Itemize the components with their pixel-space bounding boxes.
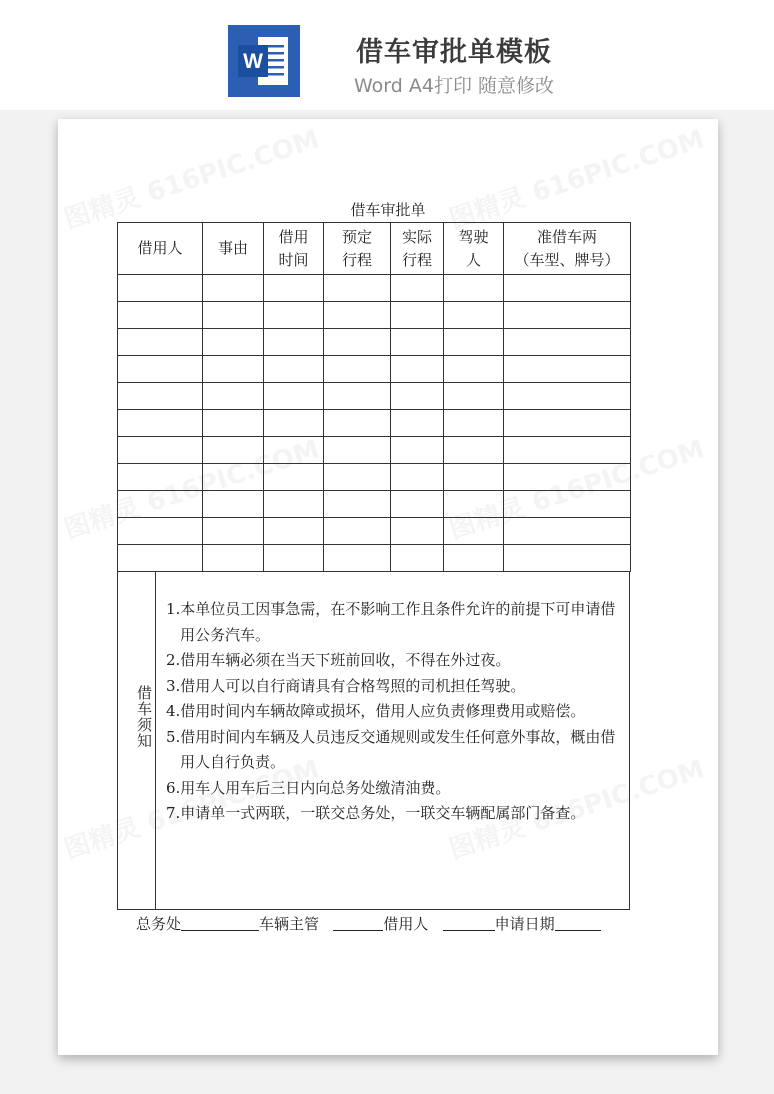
table-row xyxy=(118,545,631,572)
table-cell[interactable] xyxy=(203,464,264,491)
table-cell[interactable] xyxy=(504,464,631,491)
table-cell[interactable] xyxy=(118,410,203,437)
rule-item: 2.借用车辆必须在当天下班前回收，不得在外过夜。 xyxy=(166,651,511,669)
table-cell[interactable] xyxy=(203,545,264,572)
table-cell[interactable] xyxy=(391,491,444,518)
word-icon-letter: W xyxy=(243,50,263,73)
rule-item: 1.本单位员工因事急需，在不影响工作且条件允许的前提下可申请借用公务汽车。 xyxy=(166,600,616,644)
table-cell[interactable] xyxy=(203,356,264,383)
table-cell[interactable] xyxy=(264,275,324,302)
word-document-icon xyxy=(228,25,300,97)
rule-item: 5.借用时间内车辆及人员违反交通规则或发生任何意外事故，概由借用人自行负责。 xyxy=(166,727,616,771)
table-cell[interactable] xyxy=(203,518,264,545)
watermark xyxy=(59,119,323,236)
rule-item: 7.申请单一式两联，一联交总务处，一联交车辆配属部门备查。 xyxy=(166,804,586,822)
table-cell[interactable] xyxy=(504,410,631,437)
table-cell[interactable] xyxy=(264,410,324,437)
table-row xyxy=(118,302,631,329)
vehicle-manager-label: 车辆主管 xyxy=(259,915,320,933)
watermark xyxy=(444,119,708,236)
table-cell[interactable] xyxy=(324,329,391,356)
table-cell[interactable] xyxy=(324,410,391,437)
table-cell[interactable] xyxy=(118,464,203,491)
table-cell[interactable] xyxy=(444,356,504,383)
table-cell[interactable] xyxy=(391,518,444,545)
table-cell[interactable] xyxy=(118,329,203,356)
table-cell[interactable] xyxy=(391,410,444,437)
table-cell[interactable] xyxy=(324,437,391,464)
table-cell[interactable] xyxy=(118,491,203,518)
table-cell[interactable] xyxy=(391,329,444,356)
table-row xyxy=(118,410,631,437)
table-row xyxy=(118,437,631,464)
table-cell[interactable] xyxy=(391,545,444,572)
apply-date-label: 申请日期 xyxy=(494,915,555,933)
table-cell[interactable] xyxy=(203,437,264,464)
table-cell[interactable] xyxy=(118,437,203,464)
table-cell[interactable] xyxy=(324,356,391,383)
table-cell[interactable] xyxy=(324,275,391,302)
table-cell[interactable] xyxy=(391,356,444,383)
column-header: 借用 时间 xyxy=(264,223,324,275)
table-cell[interactable] xyxy=(118,518,203,545)
table-cell[interactable] xyxy=(391,302,444,329)
table-cell[interactable] xyxy=(203,302,264,329)
column-header: 借用人 xyxy=(118,223,203,275)
document-page xyxy=(58,119,718,1055)
table-cell[interactable] xyxy=(504,329,631,356)
table-cell[interactable] xyxy=(504,518,631,545)
table-cell[interactable] xyxy=(264,491,324,518)
table-cell[interactable] xyxy=(444,410,504,437)
table-cell[interactable] xyxy=(264,518,324,545)
table-cell[interactable] xyxy=(504,275,631,302)
rule-item: 4.借用时间内车辆故障或损坏，借用人应负责修理费用或赔偿。 xyxy=(166,702,586,720)
table-cell[interactable] xyxy=(203,275,264,302)
table-cell[interactable] xyxy=(118,545,203,572)
table-cell[interactable] xyxy=(391,383,444,410)
general-affairs-label: 总务处 xyxy=(136,915,182,933)
table-cell[interactable] xyxy=(264,383,324,410)
table-cell[interactable] xyxy=(324,302,391,329)
table-row xyxy=(118,518,631,545)
table-cell[interactable] xyxy=(264,356,324,383)
table-cell[interactable] xyxy=(118,356,203,383)
table-row xyxy=(118,383,631,410)
table-cell[interactable] xyxy=(504,545,631,572)
vehicle-manager-signature-line[interactable] xyxy=(333,915,383,931)
table-cell[interactable] xyxy=(118,302,203,329)
table-cell[interactable] xyxy=(203,491,264,518)
table-cell[interactable] xyxy=(391,437,444,464)
general-affairs-signature-line[interactable] xyxy=(181,915,259,931)
table-cell[interactable] xyxy=(444,437,504,464)
apply-date-line[interactable] xyxy=(555,915,601,931)
table-cell[interactable] xyxy=(444,545,504,572)
borrower-label: 借用人 xyxy=(383,915,429,933)
column-header: 预定 行程 xyxy=(324,223,391,275)
table-cell[interactable] xyxy=(264,302,324,329)
table-cell[interactable] xyxy=(504,356,631,383)
table-cell[interactable] xyxy=(203,329,264,356)
table-cell[interactable] xyxy=(444,518,504,545)
table-cell[interactable] xyxy=(324,464,391,491)
table-cell[interactable] xyxy=(444,464,504,491)
notice-label-cell xyxy=(118,571,156,909)
signature-footer xyxy=(136,913,656,934)
template-subtitle: Word A4打印 随意修改 xyxy=(353,75,554,97)
table-cell[interactable] xyxy=(444,302,504,329)
column-header: 驾驶 人 xyxy=(444,223,504,275)
rules-list xyxy=(166,597,626,827)
table-cell[interactable] xyxy=(118,383,203,410)
column-header: 事由 xyxy=(203,223,264,275)
table-cell[interactable] xyxy=(504,491,631,518)
table-row xyxy=(118,491,631,518)
rule-item: 6.用车人用车后三日内向总务处缴清油费。 xyxy=(166,778,451,797)
table-cell[interactable] xyxy=(324,491,391,518)
table-row xyxy=(118,329,631,356)
table-row xyxy=(118,356,631,383)
table-cell[interactable] xyxy=(504,383,631,410)
table-cell[interactable] xyxy=(444,491,504,518)
table-cell[interactable] xyxy=(264,545,324,572)
table-cell[interactable] xyxy=(391,464,444,491)
borrower-signature-line[interactable] xyxy=(443,915,495,931)
table-cell[interactable] xyxy=(264,329,324,356)
notice-section xyxy=(117,571,630,910)
table-cell[interactable] xyxy=(324,383,391,410)
table-cell[interactable] xyxy=(264,464,324,491)
table-cell[interactable] xyxy=(324,518,391,545)
notice-label: 借车须知 xyxy=(135,685,153,749)
table-cell[interactable] xyxy=(444,383,504,410)
template-header xyxy=(0,0,774,110)
template-title: 借车审批单模板 xyxy=(356,37,552,68)
table-cell[interactable] xyxy=(203,410,264,437)
table-cell[interactable] xyxy=(118,275,203,302)
table-header-row xyxy=(118,223,631,275)
table-row xyxy=(118,275,631,302)
document-title: 借车审批单 xyxy=(350,201,426,219)
column-header: 实际 行程 xyxy=(391,223,444,275)
table-cell[interactable] xyxy=(444,275,504,302)
table-row xyxy=(118,464,631,491)
rule-item: 3.借用人可以自行商请具有合格驾照的司机担任驾驶。 xyxy=(166,676,526,695)
table-cell[interactable] xyxy=(444,329,504,356)
table-cell[interactable] xyxy=(264,437,324,464)
table-cell[interactable] xyxy=(203,383,264,410)
table-cell[interactable] xyxy=(504,302,631,329)
borrow-table xyxy=(117,222,631,572)
table-cell[interactable] xyxy=(391,275,444,302)
table-cell[interactable] xyxy=(324,545,391,572)
table-cell[interactable] xyxy=(504,437,631,464)
column-header: 准借车两 （车型、牌号） xyxy=(504,223,631,275)
